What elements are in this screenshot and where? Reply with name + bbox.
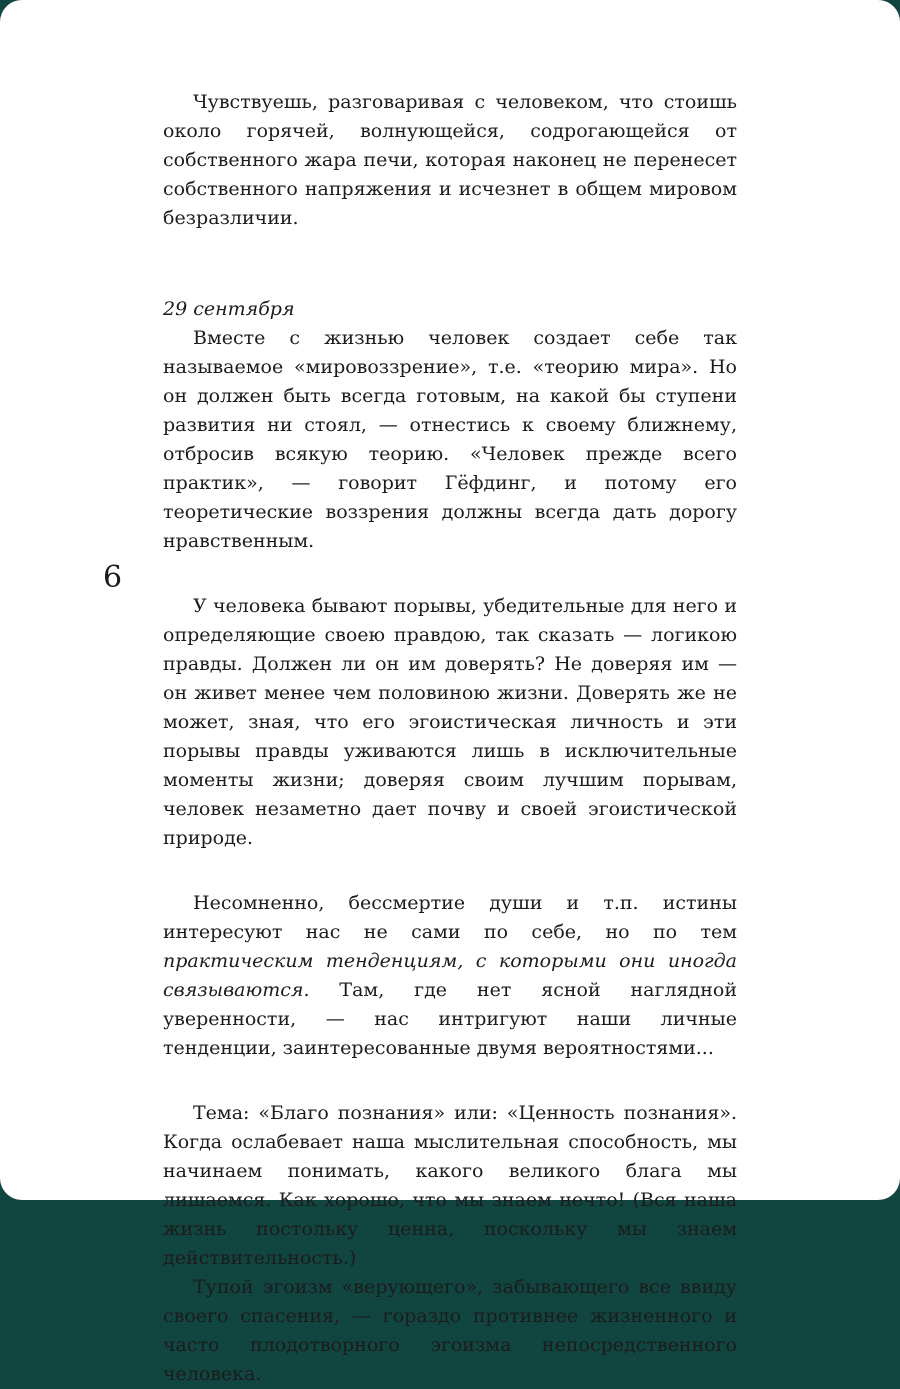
page-text-column bbox=[163, 88, 737, 1389]
paragraph-dull-egoism: Тупой эгоизм «верующего», забывающего все ввиду своего спасения, — гораздо противнее жизненного и часто плодотворного эгоизма непосредственного человека. bbox=[163, 1276, 737, 1385]
paragraph-immortality-italic-phrase: практическим тенденциям, с которыми они иногда связываются. bbox=[163, 950, 737, 1001]
paragraph-immortality-text-start: Несомненно, бессмертие души и т.п. истины интересуют нас не сами по себе, но по тем bbox=[163, 892, 737, 943]
paragraph-stove-metaphor: Чувствуешь, разговаривая с человеком, что стоишь около горячей, волнующейся, содрогающейся от собственного жара печи, которая наконец не перенесет собственного напряжения и исчезнет в общем мировом безразличии. bbox=[163, 91, 737, 229]
paragraph-worldview: Вместе с жизнью человек создает себе так называемое «мировоззрение», т.е. «теорию мира». Но он должен быть всегда готовым, на какой бы ступени развития ни стоял, — отнестись к своему ближнему, отбросив всякую теорию. «Человек прежде всего практик», — говорит Гёфдинг, и потому его теоретические воззрения должны всегда дать дорогу нравственным. bbox=[163, 327, 737, 552]
paragraph-value-of-knowledge: Тема: «Благо познания» или: «Ценность познания». Когда ослабевает наша мыслительная способность, мы начинаем понимать, какого великого блага мы лишаемся. Как хорошо, что мы знаем нечто! (Вся наша жизнь постольку ценна, поскольку мы знаем действительность.) bbox=[163, 1102, 737, 1269]
page-number: 6 bbox=[103, 560, 123, 595]
paragraph-impulses: У человека бывают порывы, убедительные для него и определяющие своею правдою, так сказать — логикою правды. Должен ли он им доверять? Не доверяя им — он живет менее чем половиною жизни. Доверять же не может, зная, что его эгоистическая личность и эти порывы правды уживаются лишь в исключительные моменты жизни; доверяя своим лучшим порывам, человек незаметно дает почву и своей эгоистической природе. bbox=[163, 595, 737, 849]
paragraph-immortality bbox=[163, 889, 737, 1063]
paragraph-immortality-text-end: Там, где нет ясной наглядной уверенности, — нас интригуют наши личные тенденции, заинтересованные двумя вероятностями... bbox=[163, 979, 737, 1059]
date-heading: 29 сентября bbox=[163, 298, 295, 320]
